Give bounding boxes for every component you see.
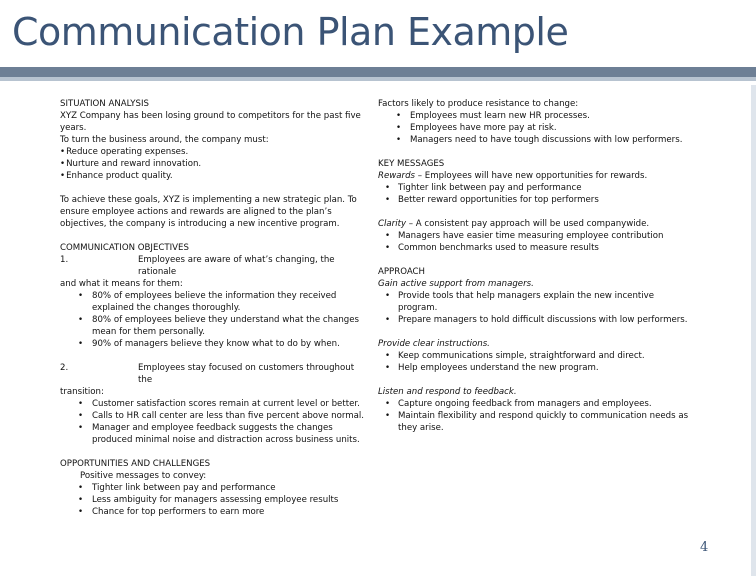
list-item: • Keep communications simple, straightforward and direct. bbox=[385, 351, 645, 361]
bullet-icon: • bbox=[396, 111, 402, 121]
situation-line: To turn the business around, the company must: bbox=[60, 135, 269, 145]
bullet-icon: • bbox=[385, 195, 391, 205]
bullet-icon: • bbox=[385, 291, 391, 301]
rewards-bullets bbox=[385, 182, 696, 206]
bullet-icon: • bbox=[385, 351, 391, 361]
factors-bullets bbox=[396, 110, 696, 146]
list-item: • Managers need to have tough discussions with low performers. bbox=[396, 135, 683, 145]
approach-heading: APPROACH bbox=[378, 267, 426, 277]
bullet-icon: • bbox=[60, 147, 66, 157]
bullet-icon: • bbox=[78, 339, 84, 349]
list-item: • 80% of employees believe they understand what the changes mean for them personally. bbox=[78, 315, 360, 337]
positive-messages-label: Positive messages to convey: bbox=[80, 471, 207, 481]
objective-text: Employees are aware of what’s changing, the rationale bbox=[138, 255, 335, 277]
list-item: • Tighter link between pay and performance bbox=[385, 183, 582, 193]
list-item: • Prepare managers to hold difficult discussions with low performers. bbox=[385, 315, 688, 325]
list-item: • Calls to HR call center are less than five percent above normal. bbox=[78, 411, 364, 421]
positive-bullets bbox=[78, 482, 370, 518]
list-item: •Nurture and reward innovation. bbox=[60, 159, 202, 169]
list-item: • Managers have easier time measuring employee contribution bbox=[385, 231, 664, 241]
approach-subheading: Listen and respond to feedback. bbox=[378, 387, 517, 397]
bullet-icon: • bbox=[78, 411, 84, 421]
objective-continuation: transition: bbox=[60, 387, 104, 397]
bullet-icon: • bbox=[78, 507, 84, 517]
list-item: • Manager and employee feedback suggests the changes produced minimal noise and distraction across business units. bbox=[78, 423, 360, 445]
list-item: •Enhance product quality. bbox=[60, 171, 173, 181]
approach-subheading: Provide clear instructions. bbox=[378, 339, 490, 349]
objective-2 bbox=[60, 362, 370, 386]
bullet-icon: • bbox=[78, 495, 84, 505]
approach-bullets bbox=[385, 398, 696, 434]
bullet-icon: • bbox=[385, 183, 391, 193]
list-item: • Help employees understand the new program. bbox=[385, 363, 599, 373]
situation-bullets bbox=[60, 146, 370, 182]
list-item: • Employees must learn new HR processes. bbox=[396, 111, 590, 121]
bullet-icon: • bbox=[60, 171, 66, 181]
rewards-text: – Employees will have new opportunities for rewards. bbox=[415, 171, 648, 181]
list-item: • Capture ongoing feedback from managers and employees. bbox=[385, 399, 652, 409]
list-item: • Provide tools that help managers explain the new incentive program. bbox=[385, 291, 655, 313]
objectives-heading: COMMUNICATION OBJECTIVES bbox=[60, 243, 189, 253]
opportunities-heading: OPPORTUNITIES AND CHALLENGES bbox=[60, 459, 211, 469]
bullet-icon: • bbox=[385, 243, 391, 253]
clarity-label: Clarity bbox=[378, 219, 407, 229]
bullet-icon: • bbox=[78, 399, 84, 409]
list-item: •Reduce operating expenses. bbox=[60, 147, 189, 157]
bullet-icon: • bbox=[385, 399, 391, 409]
bullet-icon: • bbox=[385, 411, 391, 421]
list-item: • Employees have more pay at risk. bbox=[396, 123, 557, 133]
key-messages-heading: KEY MESSAGES bbox=[378, 159, 445, 169]
bullet-icon: • bbox=[78, 423, 84, 433]
objective-text: Employees stay focused on customers throughout the bbox=[138, 363, 355, 385]
list-item: • Less ambiguity for managers assessing employee results bbox=[78, 495, 339, 505]
bullet-icon: • bbox=[78, 315, 84, 325]
approach-subheading: Gain active support from managers. bbox=[378, 279, 534, 289]
list-item: • Better reward opportunities for top performers bbox=[385, 195, 599, 205]
rewards-label: Rewards bbox=[378, 171, 416, 181]
situation-line: XYZ Company has been losing ground to competitors for the past five years. bbox=[60, 111, 361, 133]
bullet-icon: • bbox=[396, 135, 402, 145]
list-item: • 90% of managers believe they know what to do by when. bbox=[78, 339, 340, 349]
bullet-icon: • bbox=[78, 291, 84, 301]
rewards-line bbox=[378, 170, 696, 182]
bullet-icon: • bbox=[385, 315, 391, 325]
objective-continuation: and what it means for them: bbox=[60, 279, 183, 289]
clarity-text: – A consistent pay approach will be used companywide. bbox=[406, 219, 650, 229]
approach-bullets bbox=[385, 350, 696, 374]
approach-bullets bbox=[385, 290, 696, 326]
bullet-icon: • bbox=[78, 483, 84, 493]
strategic-paragraph: To achieve these goals, XYZ is implementing a new strategic plan. To ensure employee actions and rewards are aligned to the plan’s objectives, the company is introducing a new incentive program. bbox=[60, 195, 357, 229]
bullet-icon: • bbox=[385, 363, 391, 373]
title-divider bbox=[0, 67, 756, 81]
objective-2-bullets bbox=[78, 398, 370, 446]
objective-number: 2. bbox=[60, 363, 69, 373]
list-item: • Common benchmarks used to measure results bbox=[385, 243, 599, 253]
situation-heading: SITUATION ANALYSIS bbox=[60, 99, 149, 109]
clarity-line bbox=[378, 218, 696, 230]
clarity-bullets bbox=[385, 230, 696, 254]
bullet-icon: • bbox=[396, 123, 402, 133]
objective-1 bbox=[60, 254, 370, 278]
bullet-icon: • bbox=[60, 159, 66, 169]
factors-heading: Factors likely to produce resistance to change: bbox=[378, 99, 579, 109]
slide-title: Communication Plan Example bbox=[12, 10, 569, 54]
page-number: 4 bbox=[700, 540, 709, 555]
right-edge-bar bbox=[751, 85, 756, 576]
list-item: • 80% of employees believe the information they received explained the changes thoroughly. bbox=[78, 291, 337, 313]
list-item: • Maintain flexibility and respond quickly to communication needs as they arise. bbox=[385, 411, 689, 433]
list-item: • Customer satisfaction scores remain at current level or better. bbox=[78, 399, 360, 409]
objective-number: 1. bbox=[60, 255, 69, 265]
list-item: • Tighter link between pay and performance bbox=[78, 483, 276, 493]
bullet-icon: • bbox=[385, 231, 391, 241]
list-item: • Chance for top performers to earn more bbox=[78, 507, 265, 517]
left-column bbox=[60, 98, 370, 518]
objective-1-bullets bbox=[78, 290, 370, 350]
right-column bbox=[378, 98, 696, 434]
